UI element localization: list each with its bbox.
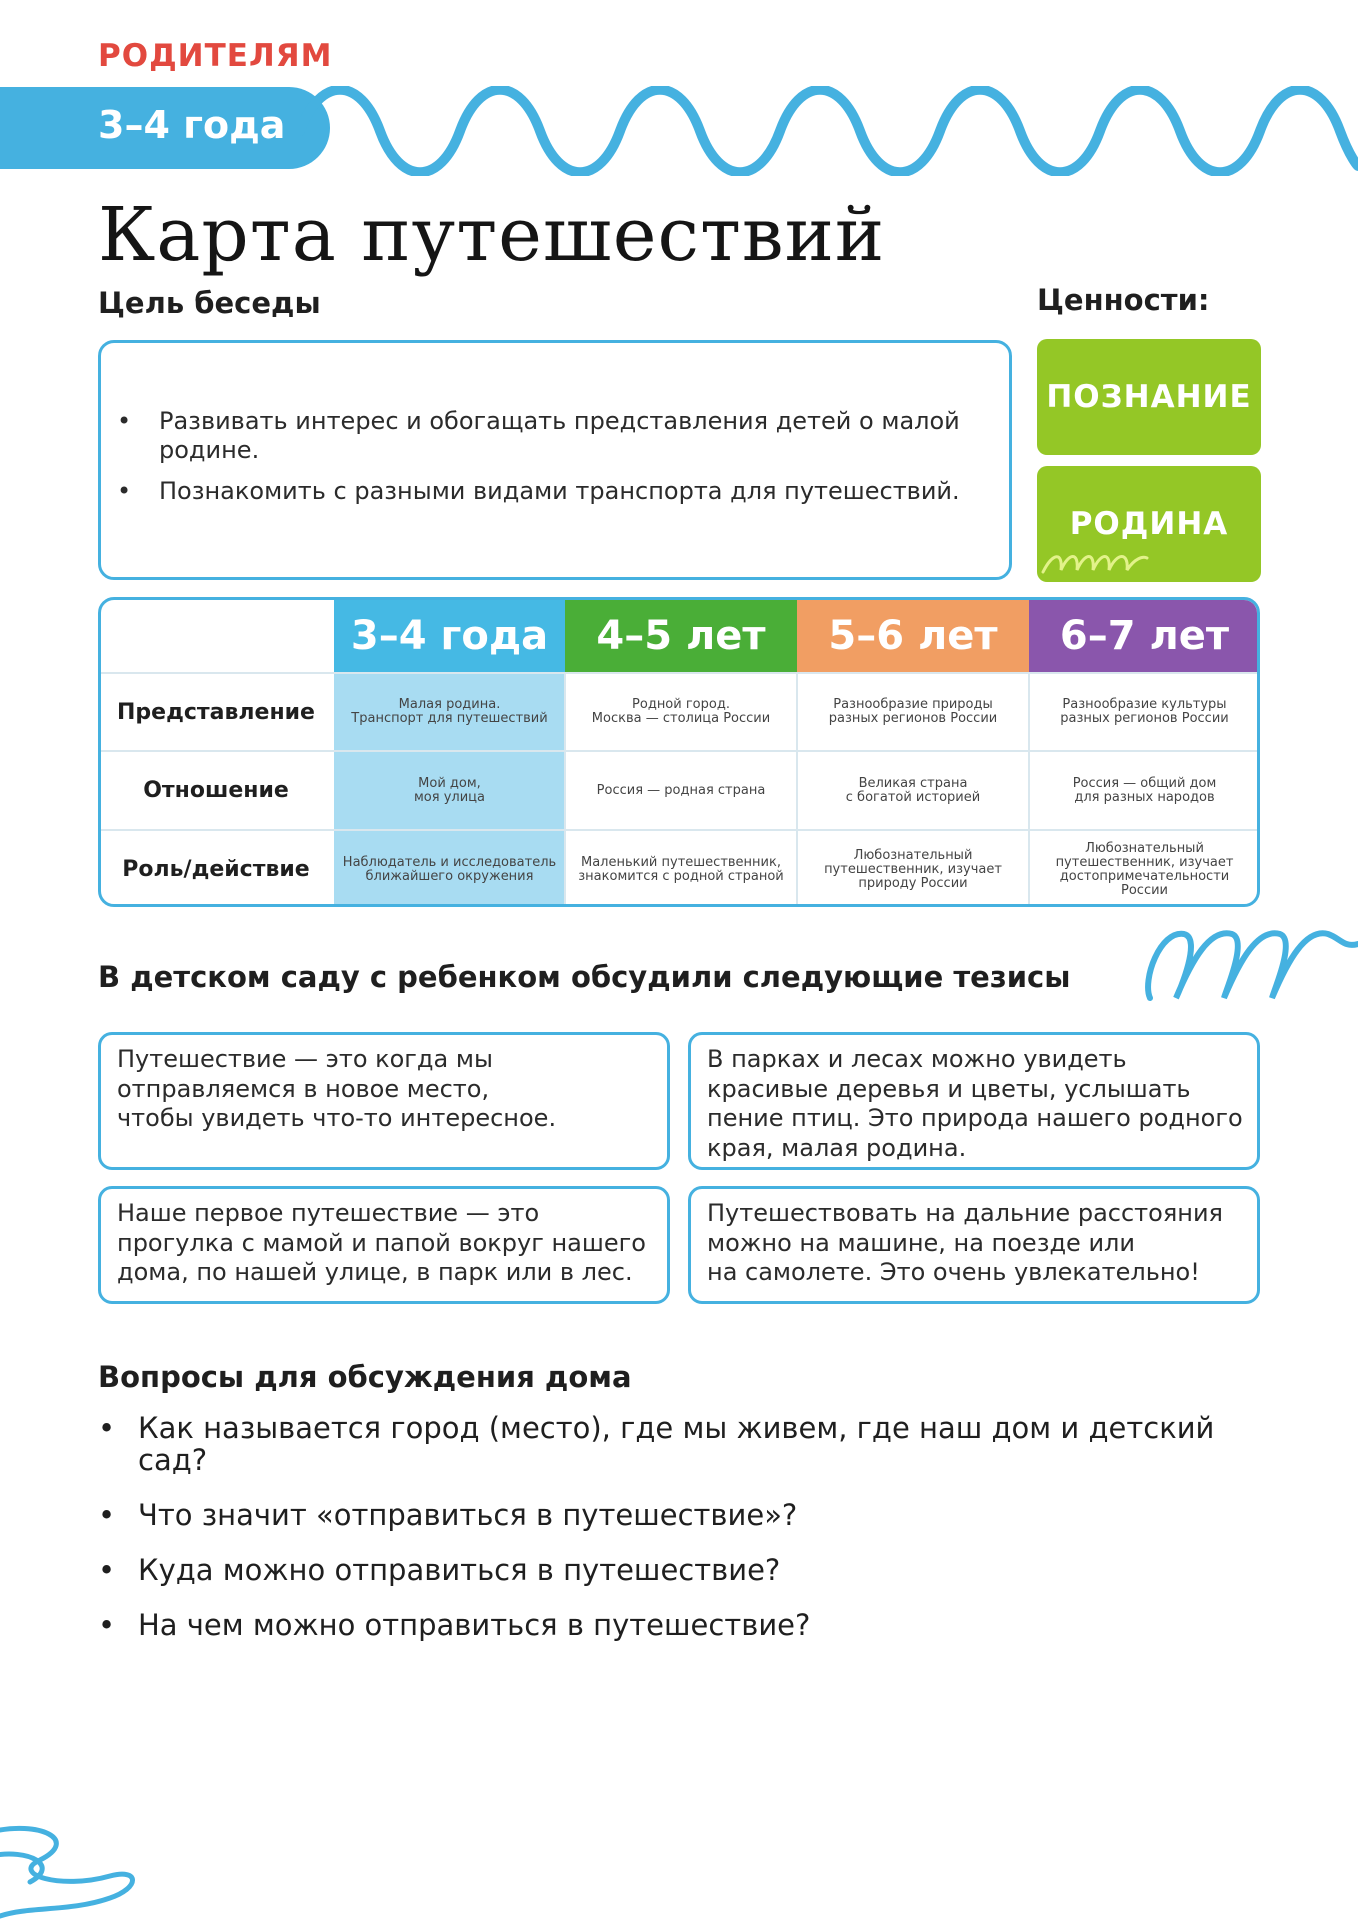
- table-cell: Любознательный путешественник, изучает природу России: [824, 847, 1002, 891]
- table-cell: Россия — общий дом для разных народов: [1072, 775, 1217, 805]
- table-cell: Малая родина. Транспорт для путешествий: [351, 697, 548, 726]
- table-cell: Россия — родная страна: [596, 782, 766, 798]
- value-badge-poznanie: ПОЗНАНИЕ: [1037, 339, 1261, 455]
- age-table: [98, 597, 1260, 907]
- thesis-card: [688, 1186, 1260, 1304]
- swirl-decoration: [0, 1820, 150, 1920]
- value-label: РОДИНА: [1069, 506, 1229, 542]
- thesis-card: [688, 1032, 1260, 1170]
- thesis-card: [98, 1186, 670, 1304]
- column-header-4-5: 4–5 лет: [565, 600, 797, 672]
- question-item: • Что значит «отправиться в путешествие»?: [98, 1499, 1278, 1531]
- values-heading: Ценности:: [1037, 283, 1210, 317]
- theses-heading: В детском саду с ребенком обсудили следующие тезисы: [98, 960, 1071, 994]
- table-cell: Мой дом, моя улица: [414, 775, 485, 805]
- thesis-card: [98, 1032, 670, 1170]
- thesis-text: Путешествовать на дальние расстояния можно на машине, на поезде или на самолете. Это очень увлекательно!: [707, 1199, 1223, 1286]
- thesis-text: Путешествие — это когда мы отправляемся в новое место, чтобы увидеть что-то интересное.: [117, 1045, 557, 1132]
- value-badge-rodina: [1037, 466, 1261, 582]
- row-label-predstavlenie: Представление: [117, 699, 315, 725]
- table-cell: Родной город. Москва — столица России: [591, 697, 771, 726]
- column-header-3-4: 3–4 года: [334, 600, 565, 672]
- page-title: Карта путешествий: [98, 192, 886, 278]
- table-cell: Разнообразие природы разных регионов России: [828, 697, 998, 726]
- table-cell: Маленький путешественник, знакомится с родной страной: [578, 854, 784, 884]
- goal-box: [98, 340, 1012, 580]
- table-cell: Любознательный путешественник, изучает достопримечательности России: [1055, 840, 1234, 898]
- questions-list: [98, 1412, 1278, 1664]
- thesis-text: В парках и лесах можно увидеть красивые деревья и цветы, услышать пение птиц. Это природа нашего родного края, малая родина.: [707, 1045, 1243, 1162]
- section-kicker: РОДИТЕЛЯМ: [98, 38, 333, 74]
- wave-line: [300, 90, 1358, 173]
- loop-decoration: [1140, 920, 1358, 1010]
- column-header-5-6: 5–6 лет: [797, 600, 1029, 672]
- row-label-otnoshenie: Отношение: [143, 778, 289, 803]
- scribble-icon: [1039, 548, 1151, 578]
- goal-item: • Развивать интерес и обогащать представления детей о малой родине.: [117, 407, 977, 465]
- table-cell: Разнообразие культуры разных регионов России: [1060, 697, 1229, 726]
- question-item: • Как называется город (место), где мы живем, где наш дом и детский сад?: [98, 1412, 1278, 1476]
- goal-item: • Познакомить с разными видами транспорта для путешествий.: [117, 477, 977, 506]
- wave-decoration: [300, 86, 1358, 176]
- goal-heading: Цель беседы: [98, 286, 321, 320]
- column-header-6-7: 6–7 лет: [1029, 600, 1260, 672]
- question-item: • Куда можно отправиться в путешествие?: [98, 1554, 1278, 1586]
- row-label-rol: Роль/действие: [122, 857, 310, 882]
- age-badge: 3–4 года: [98, 103, 286, 147]
- thesis-text: Наше первое путешествие — это прогулка с мамой и папой вокруг нашего дома, по нашей улице, в парк или в лес.: [117, 1199, 646, 1286]
- question-item: • На чем можно отправиться в путешествие?: [98, 1609, 1278, 1641]
- table-cell: Великая страна с богатой историей: [845, 775, 981, 805]
- questions-heading: Вопросы для обсуждения дома: [98, 1360, 632, 1394]
- table-cell: Наблюдатель и исследователь ближайшего окружения: [342, 854, 557, 884]
- goal-list: [117, 407, 977, 518]
